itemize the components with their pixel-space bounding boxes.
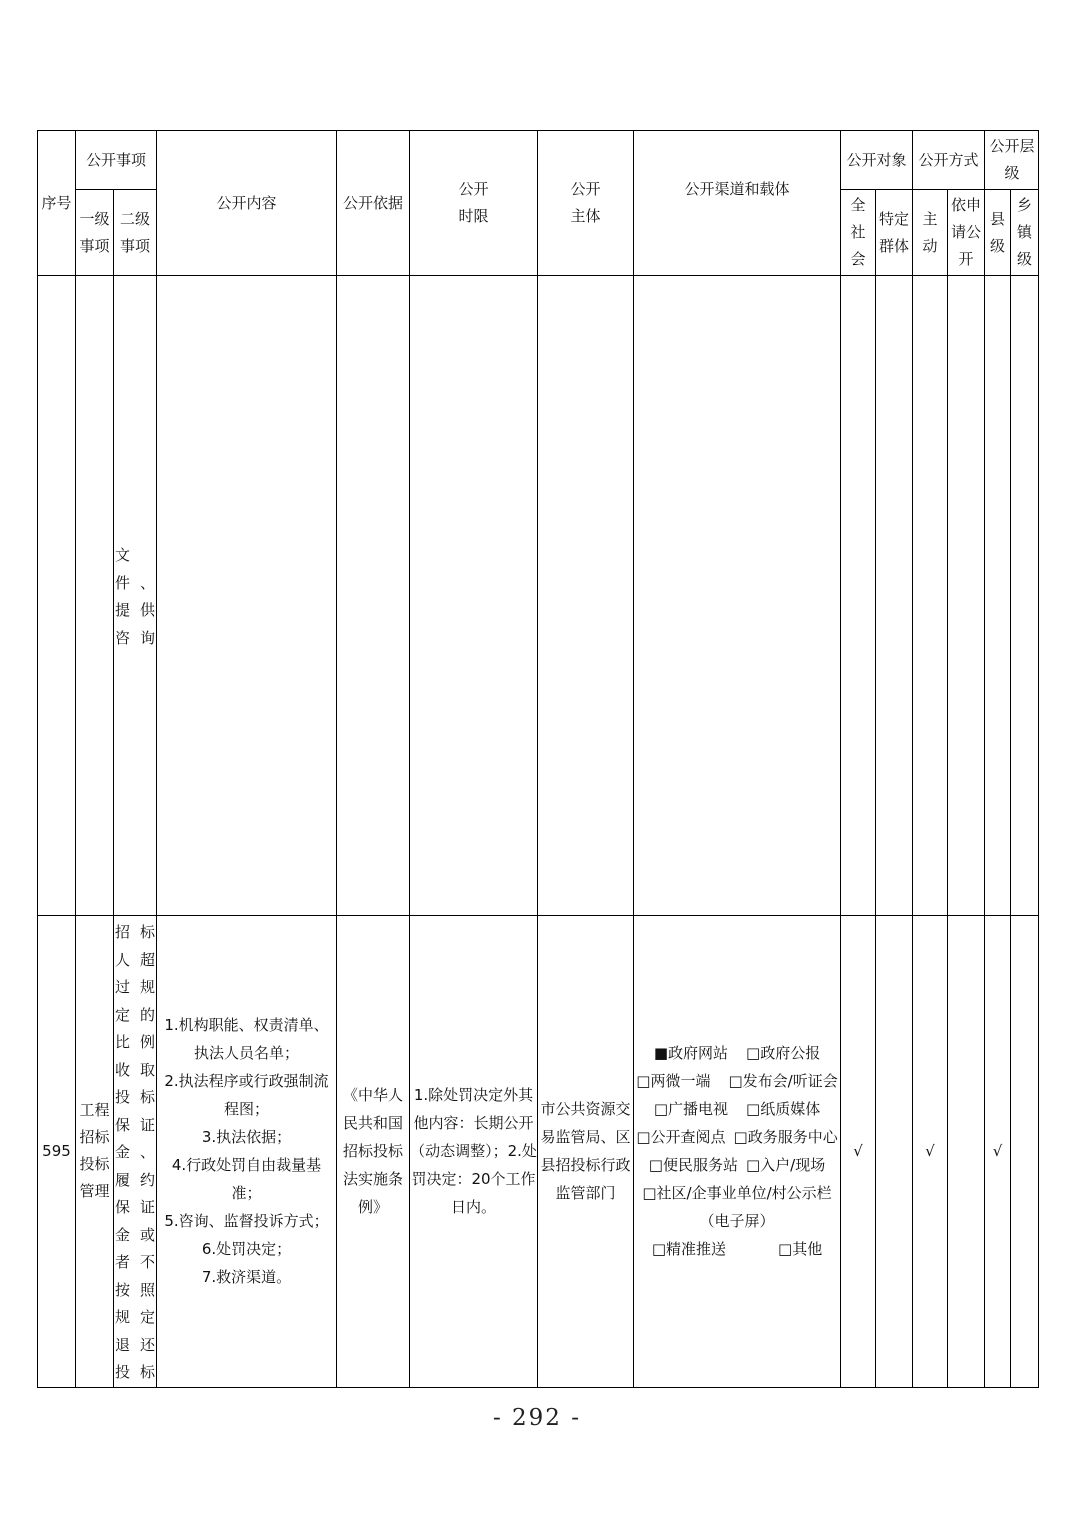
header-audience-specific: 特定群体 bbox=[876, 190, 913, 276]
table-row-595 bbox=[38, 916, 1039, 1388]
header-time-limit: 公开时限 bbox=[410, 131, 538, 276]
channel-press-hearing: □发布会/听证会 bbox=[728, 1072, 838, 1091]
header-method-active: 主动 bbox=[913, 190, 948, 276]
cell-level2: 文件、提供咨询 bbox=[114, 276, 157, 916]
content-item: 4.行政处罚自由裁量基准； bbox=[171, 1156, 322, 1203]
disclosure-table bbox=[37, 130, 1039, 1388]
content-item: 2.执法程序或行政强制流程图； bbox=[164, 1072, 329, 1119]
channel-radio-tv: □广播电视 bbox=[653, 1100, 729, 1119]
cell-content bbox=[157, 916, 337, 1388]
header-method-request: 依申请公开 bbox=[948, 190, 985, 276]
content-item: 1.机构职能、权责清单、执法人员名单； bbox=[164, 1016, 329, 1063]
cell-method-active: √ bbox=[913, 916, 948, 1388]
header-method-group: 公开方式 bbox=[913, 131, 985, 190]
header-level-group: 公开层级 bbox=[985, 131, 1039, 190]
channel-print-media: □纸质媒体 bbox=[746, 1100, 821, 1119]
channel-gov-website: ■政府网站 bbox=[653, 1044, 729, 1063]
cell-level-town bbox=[1011, 916, 1039, 1388]
header-content: 公开内容 bbox=[157, 131, 337, 276]
cell-channels bbox=[634, 916, 841, 1388]
header-subject: 公开主体 bbox=[538, 131, 634, 276]
cell-audience-all: √ bbox=[841, 916, 876, 1388]
header-audience-group: 公开对象 bbox=[841, 131, 913, 190]
page-number: - 292 - bbox=[492, 1405, 582, 1431]
cell-seq bbox=[38, 276, 76, 916]
channel-home-onsite: □入户/现场 bbox=[745, 1156, 826, 1175]
content-item: 3.执法依据； bbox=[201, 1128, 292, 1147]
cell-audience-specific bbox=[876, 916, 913, 1388]
channel-gov-gazette: □政府公报 bbox=[746, 1044, 821, 1063]
channel-two-micro: □两微一端 bbox=[636, 1072, 711, 1091]
header-basis: 公开依据 bbox=[337, 131, 410, 276]
channel-community-board: □社区/企事业单位/村公示栏（电子屏） bbox=[642, 1184, 832, 1231]
header-seq: 序号 bbox=[38, 131, 76, 276]
cell-level2: 招标人超过规定的比例收取投标保证金、履约保证金或者不按照规定退还投标 bbox=[114, 916, 157, 1388]
cell-level1 bbox=[76, 276, 114, 916]
cell-level1: 工程招标投标管理 bbox=[76, 916, 114, 1388]
content-item: 6.处罚决定； bbox=[201, 1240, 292, 1259]
cell-subject: 市公共资源交易监管局、区县招投标行政监管部门 bbox=[538, 916, 634, 1388]
channel-convenience-station: □便民服务站 bbox=[648, 1156, 738, 1175]
channel-public-reading: □公开查阅点 bbox=[636, 1128, 726, 1147]
table-row-continuation bbox=[38, 276, 1039, 916]
header-level1: 一级事项 bbox=[76, 190, 114, 276]
cell-method-request bbox=[948, 916, 985, 1388]
header-level-town: 乡镇级 bbox=[1011, 190, 1039, 276]
header-level2: 二级事项 bbox=[114, 190, 157, 276]
cell-basis: 《中华人民共和国招标投标法实施条例》 bbox=[337, 916, 410, 1388]
channel-service-center: □政务服务中心 bbox=[733, 1128, 838, 1147]
cell-seq: 595 bbox=[38, 916, 76, 1388]
channel-other: □其他 bbox=[778, 1240, 823, 1259]
channel-precise-push: □精准推送 bbox=[651, 1240, 727, 1259]
header-level-county: 县级 bbox=[985, 190, 1011, 276]
header-item-group: 公开事项 bbox=[76, 131, 157, 190]
cell-level-county: √ bbox=[985, 916, 1011, 1388]
header-audience-all: 全社会 bbox=[841, 190, 876, 276]
header-channels: 公开渠道和载体 bbox=[634, 131, 841, 276]
cell-time-limit: 1.除处罚决定外其他内容：长期公开（动态调整）；2.处罚决定：20个工作日内。 bbox=[410, 916, 538, 1388]
content-item: 5.咨询、监督投诉方式； bbox=[164, 1212, 329, 1231]
content-item: 7.救济渠道。 bbox=[201, 1268, 292, 1287]
